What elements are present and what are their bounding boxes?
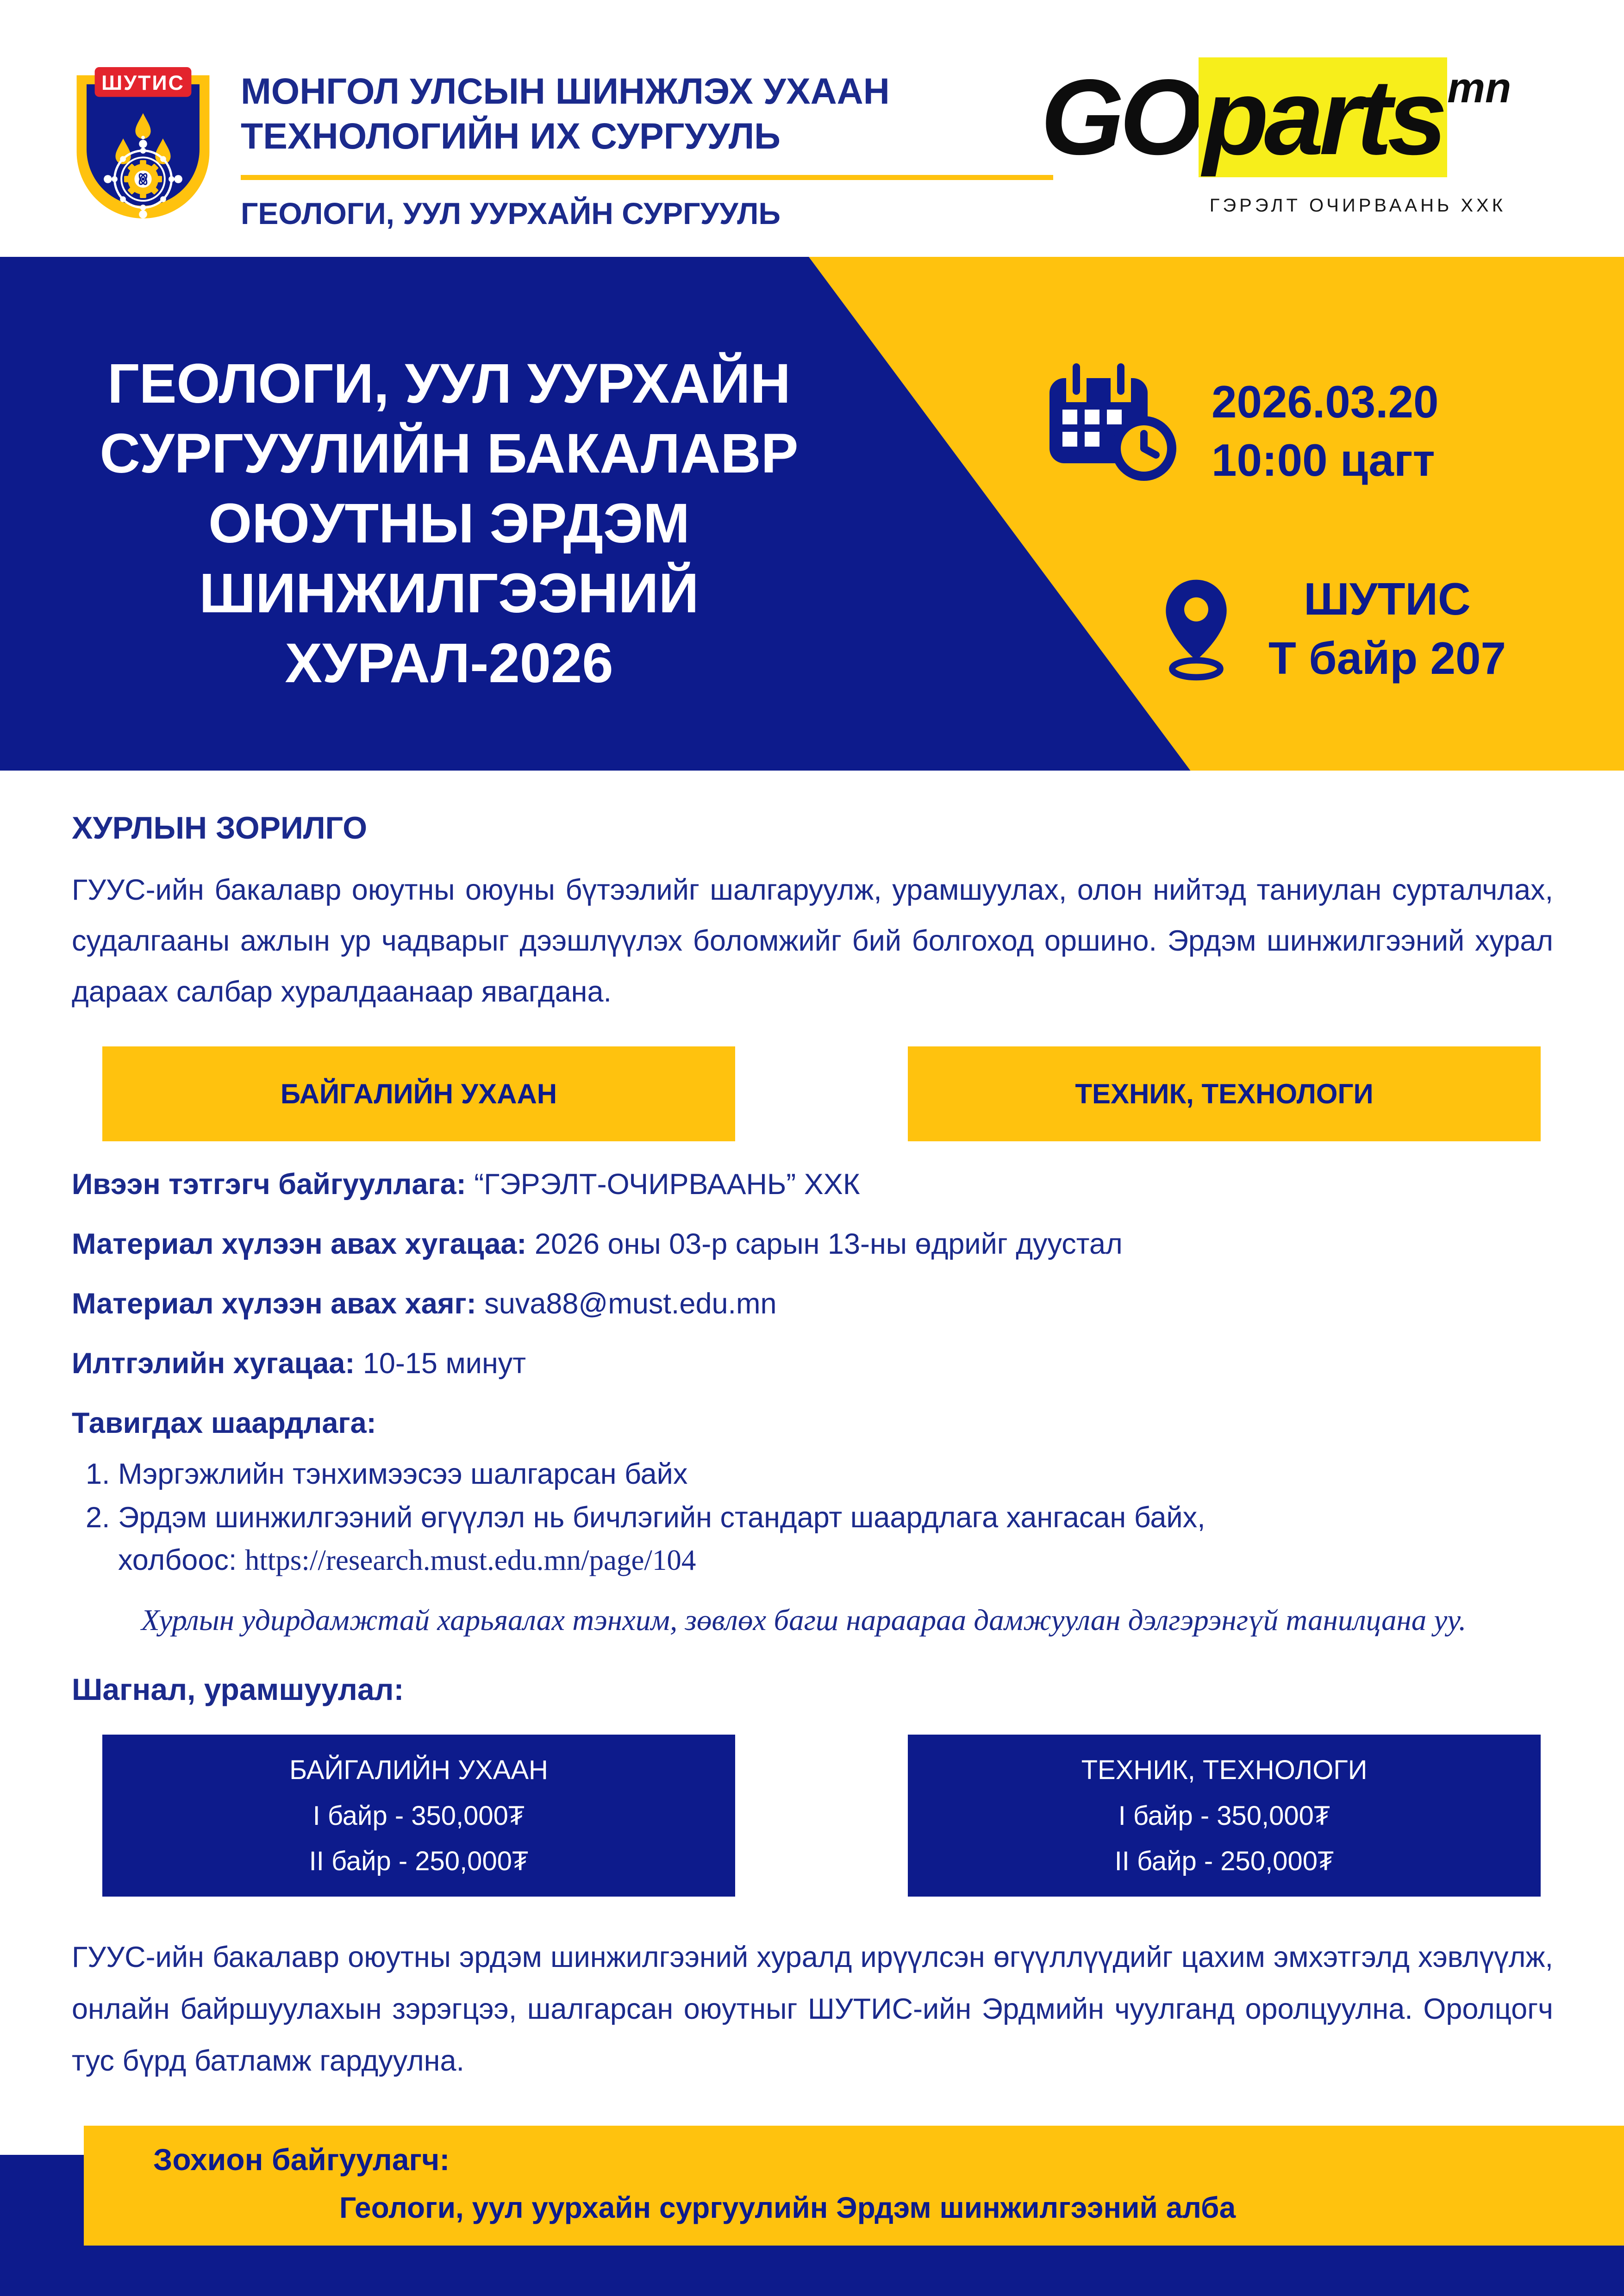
award-second-place: II байр - 250,000₮: [309, 1846, 529, 1876]
masthead: [0, 0, 1624, 257]
track-natural-science: БАЙГАЛИЙН УХААН: [102, 1046, 735, 1141]
organizer-label: Зохион байгуулагч:: [153, 2142, 450, 2177]
event-datetime-text: [1212, 373, 1438, 489]
event-date: 2026.03.20: [1212, 376, 1439, 427]
detail-duration-label: Илтгэлийн хугацаа:: [72, 1347, 355, 1380]
award-first-place: I байр - 350,000₮: [312, 1800, 525, 1831]
detail-deadline: [72, 1227, 1553, 1261]
event-datetime: [1044, 360, 1438, 489]
conference-title: [65, 348, 833, 698]
award-box-technics-technology: [908, 1735, 1541, 1897]
detail-sponsor: [72, 1168, 1553, 1201]
detail-email-value: suva88@must.edu.mn: [484, 1288, 777, 1320]
detail-email: [72, 1287, 1553, 1320]
title-line: ХУРАЛ-2026: [285, 631, 613, 694]
detail-deadline-label: Материал хүлээн авах хугацаа:: [72, 1228, 527, 1260]
requirements-heading: Тавигдах шаардлага:: [72, 1407, 376, 1439]
university-name-line1: МОНГОЛ УЛСЫН ШИНЖЛЭХ УХААН: [241, 70, 890, 112]
track-buttons-row: [102, 1046, 1541, 1141]
goparts-tagline: ГЭРЭЛТ ОЧИРВААНЬ ХХК: [1209, 195, 1506, 216]
map-pin-icon: [1157, 566, 1235, 691]
detail-duration-value: 10-15 минут: [362, 1347, 526, 1380]
detail-sponsor-value: “ГЭРЭЛТ-ОЧИРВААНЬ” ХХК: [474, 1168, 860, 1201]
shutis-university-logo: [69, 61, 218, 222]
title-line: ОЮУТНЫ ЭРДЭМ: [208, 492, 690, 554]
detail-duration: [72, 1347, 1553, 1380]
guideline-url-link[interactable]: https://research.must.edu.mn/page/104: [244, 1544, 696, 1576]
goparts-parts: parts: [1199, 57, 1447, 177]
venue-room: Т байр 207: [1268, 633, 1506, 684]
link-label: холбоос:: [118, 1544, 237, 1576]
closing-paragraph: ГУУС-ийн бакалавр оюутны эрдэм шинжилгээний хуралд ирүүлсэн өгүүллүүдийг цахим эмхэтгэлд хэвлүүлж, онлайн байршуулахын зэрэгцээ, шалгарсан оюутныг ШУТИС-ийн Эрдмийн чуулганд оролцуулна. Оролцогч тус бүрд батламж гардуулна.: [72, 1941, 1553, 2077]
awards-row: [102, 1735, 1541, 1897]
university-name-line2: ТЕХНОЛОГИЙН ИХ СУРГУУЛЬ: [241, 115, 781, 156]
organizer-name: Геологи, уул уурхайн сургуулийн Эрдэм шинжилгээний алба: [339, 2191, 1236, 2224]
award-title: ТЕХНИК, ТЕХНОЛОГИ: [1081, 1755, 1368, 1786]
requirement-item-2-text: Эрдэм шинжилгээний өгүүлэл нь бичлэгийн стандарт шаардлага хангасан байх,: [118, 1501, 1206, 1534]
requirements-list: [72, 1454, 1553, 1580]
purpose-heading: ХУРЛЫН ЗОРИЛГО: [72, 810, 368, 846]
awards-heading: Шагнал, урамшуулал:: [72, 1672, 404, 1706]
emblem-badge-text: ШУТИС: [101, 70, 185, 94]
award-box-natural-science: [102, 1735, 735, 1897]
goparts-sponsor-logo: [1041, 57, 1550, 216]
track-technics-technology: ТЕХНИК, ТЕХНОЛОГИ: [908, 1046, 1541, 1141]
award-title: БАЙГАЛИЙН УХААН: [289, 1755, 548, 1786]
purpose-text: ГУУС-ийн бакалавр оюутны оюуны бүтээлийг шалгаруулж, урамшуулах, олон нийтэд таниулан сурталчлах, судалгааны ажлын ур чадварыг дээшлүүлэх боломжийг бий болгоход оршино. Эрдэм шинжилгээний хурал дараах салбар хуралдаанаар явагдана.: [72, 874, 1553, 1008]
event-venue-text: [1268, 569, 1506, 688]
goparts-wordmark: [1041, 57, 1550, 193]
requirement-item-2: [118, 1497, 1553, 1580]
requirement-item-1: 1. Мэргэжлийн тэнхимээсээ шалгарсан байх: [118, 1454, 1553, 1494]
venue-name: ШУТИС: [1304, 573, 1471, 624]
award-second-place: II байр - 250,000₮: [1114, 1846, 1334, 1876]
goparts-mn-superscript: mn: [1447, 64, 1512, 112]
title-line: ШИНЖИЛГЭЭНИЙ: [199, 561, 699, 624]
award-first-place: I байр - 350,000₮: [1118, 1800, 1330, 1831]
title-line: ГЕОЛОГИ, УУЛ УУРХАЙН: [107, 352, 791, 415]
requirement-link-line: [118, 1540, 1553, 1580]
poster-body: [0, 771, 1624, 2116]
footer-organizer-box: [84, 2126, 1624, 2246]
masthead-divider: [241, 175, 1053, 180]
goparts-go: GO: [1041, 57, 1199, 177]
detail-sponsor-label: Ивээн тэтгэгч байгууллага:: [72, 1168, 466, 1201]
event-venue: [1157, 566, 1506, 691]
advisory-note: Хурлын удирдамжтай харьяалах тэнхим, зөвлөх багш нараараа дамжуулан дэлгэрэнгүй танилцана уу.: [141, 1604, 1467, 1637]
university-name-block: [241, 68, 1053, 231]
hero-banner: [0, 257, 1624, 771]
school-name: ГЕОЛОГИ, УУЛ УУРХАЙН СУРГУУЛЬ: [241, 196, 781, 230]
title-line: СУРГУУЛИЙН БАКАЛАВР: [100, 422, 799, 485]
detail-email-label: Материал хүлээн авах хаяг:: [72, 1288, 476, 1320]
requirements-heading-row: [72, 1406, 1553, 1440]
calendar-clock-icon: [1044, 360, 1183, 482]
event-time: 10:00 цагт: [1212, 435, 1435, 485]
detail-deadline-value: 2026 оны 03-р сарын 13-ны өдрийг дуустал: [534, 1228, 1123, 1260]
